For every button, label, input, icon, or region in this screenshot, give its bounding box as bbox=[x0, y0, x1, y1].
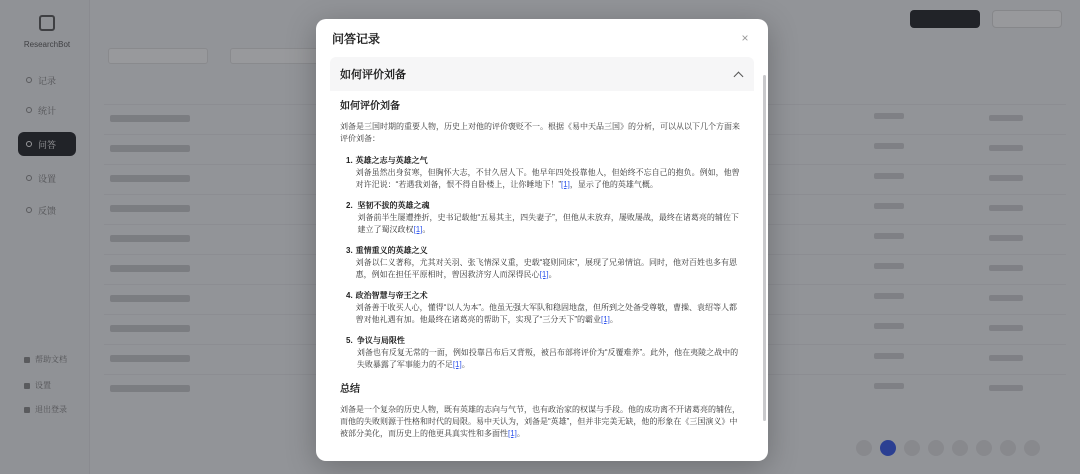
list-item: 5. 争议与局限性 刘备也有反复无常的一面，例如投靠吕布后又背叛，被吕布部将评价为“反覆难养”。此外，他在夷陵之战中的失败暴露了军事能力的不足[1]。 bbox=[346, 335, 744, 371]
citation-link[interactable]: [1] bbox=[452, 360, 462, 369]
sidebar-item-qa[interactable]: 问答 bbox=[18, 132, 76, 156]
point-title: 坚韧不拔的英雄之魂 bbox=[357, 201, 430, 210]
modal-body bbox=[330, 57, 754, 461]
answer-intro: 刘备是三国时期的重要人物，历史上对他的评价褒贬不一。根据《易中天品三国》的分析，可以从以下几个方面来评价刘备： bbox=[340, 122, 740, 143]
chevron-up-icon[interactable] bbox=[734, 71, 744, 81]
sidebar-logout[interactable]: 退出登录 bbox=[24, 404, 67, 415]
citation-link[interactable]: [1] bbox=[413, 225, 423, 234]
point-title: 英雄之志与英雄之气 bbox=[355, 156, 428, 165]
sidebar-config[interactable]: 设置 bbox=[24, 380, 51, 391]
point-text: 刘备也有反复无常的一面，例如投靠吕布后又背叛，被吕布部将评价为“反覆难养”。此外，他在夷陵之战中的失败暴露了军事能力的不足[1]。 bbox=[356, 348, 739, 369]
point-text: 刘备以仁义著称，尤其对关羽、张飞情深义重，史载“寝则同床”，展现了兄弟情谊。同时，他对百姓也多有恩惠，例如在担任平原相时，曾因救济穷人而深得民心[1]。 bbox=[355, 258, 737, 279]
list-item: 1. 英雄之志与英雄之气 刘备虽然出身贫寒，但胸怀大志，不甘久居人下。他早年四处投靠他人，但始终不忘自己的抱负。例如，他曾对许汜说：“若遇我刘备，恨不得自卧楼上，让你睡地下！”[1]，显示了他的英雄气概。 bbox=[346, 155, 744, 191]
sidebar-item-stats[interactable]: 统计 bbox=[18, 98, 76, 122]
question-title: 如何评价刘备 bbox=[340, 69, 406, 81]
sidebar-help[interactable]: 帮助文档 bbox=[24, 354, 67, 365]
point-text: 刘备善于收买人心，懂得“以人为本”。他虽无强大军队和稳固地盘，但所到之处备受尊敬，曹操、袁绍等人都曾对他礼遇有加。他最终在诸葛亮的帮助下，实现了“三分天下”的霸业[1]。 bbox=[355, 303, 737, 324]
citation-link[interactable]: [1] bbox=[601, 315, 610, 324]
point-text: 刘备前半生屡遭挫折，史书记载他“五易其主，四失妻子”，但他从未放弃，屡败屡战，最终在诸葛亮的辅佐下建立了蜀汉政权[1]。 bbox=[357, 213, 739, 234]
citation-link[interactable]: [1] bbox=[561, 180, 570, 189]
list-item: 2. 坚韧不拔的英雄之魂 刘备前半生屡遭挫折，史书记载他“五易其主，四失妻子”，但他从未放弃，屡败屡战，最终在诸葛亮的辅佐下建立了蜀汉政权[1]。 bbox=[346, 200, 744, 236]
qa-record-modal bbox=[316, 19, 768, 461]
modal-scrollbar[interactable] bbox=[763, 75, 766, 421]
point-title: 重情重义的英雄之义 bbox=[355, 246, 428, 255]
answer-points-list bbox=[340, 155, 744, 371]
accordion-header[interactable] bbox=[330, 57, 754, 91]
list-item: 4. 政治智慧与帝王之术 刘备善于收买人心，懂得“以人为本”。他虽无强大军队和稳固地盘，但所到之处备受尊敬，曹操、袁绍等人都曾对他礼遇有加。他最终在诸葛亮的帮助下，实现了“三分天下”的霸业[1]。 bbox=[346, 290, 744, 326]
answer-heading: 如何评价刘备 bbox=[340, 101, 400, 112]
summary-text: 刘备是一个复杂的历史人物，既有英雄的志向与气节，也有政治家的权谋与手段。他的成功离不开诸葛亮的辅佐，而他的失败则源于性格和时代的局限。易中天认为，刘备是“英雄”，但并非完美无缺，他的形象在《三国演义》中被部分美化，而历史上的他更具真实性和多面性[1]。 bbox=[340, 405, 740, 438]
citation-link[interactable]: [1] bbox=[508, 429, 517, 438]
point-text: 刘备虽然出身贫寒，但胸怀大志，不甘久居人下。他早年四处投靠他人，但始终不忘自己的抱负。例如，他曾对许汜说：“若遇我刘备，恨不得自卧楼上，让你睡地下！”[1]，显示了他的英雄气概。 bbox=[355, 168, 740, 189]
sidebar-item-feedback[interactable]: 反馈 bbox=[18, 198, 76, 222]
modal-header bbox=[316, 19, 768, 57]
summary-heading: 总结 bbox=[340, 384, 360, 395]
point-title: 政治智慧与帝王之术 bbox=[355, 291, 428, 300]
sidebar-item-records[interactable]: 记录 bbox=[18, 68, 76, 92]
point-title: 争议与局限性 bbox=[356, 336, 405, 345]
citation-link[interactable]: [1] bbox=[539, 270, 549, 279]
modal-title: 问答记录 bbox=[332, 31, 381, 46]
close-icon[interactable]: × bbox=[741, 31, 749, 45]
logo-text: ResearchBot bbox=[23, 40, 71, 49]
answer-content bbox=[330, 91, 754, 440]
sidebar-item-settings[interactable]: 设置 bbox=[18, 166, 76, 190]
list-item: 3. 重情重义的英雄之义 刘备以仁义著称，尤其对关羽、张飞情深义重，史载“寝则同床”，展现了兄弟情谊。同时，他对百姓也多有恩惠，例如在担任平原相时，曾因救济穷人而深得民心[1]。 bbox=[346, 245, 744, 281]
